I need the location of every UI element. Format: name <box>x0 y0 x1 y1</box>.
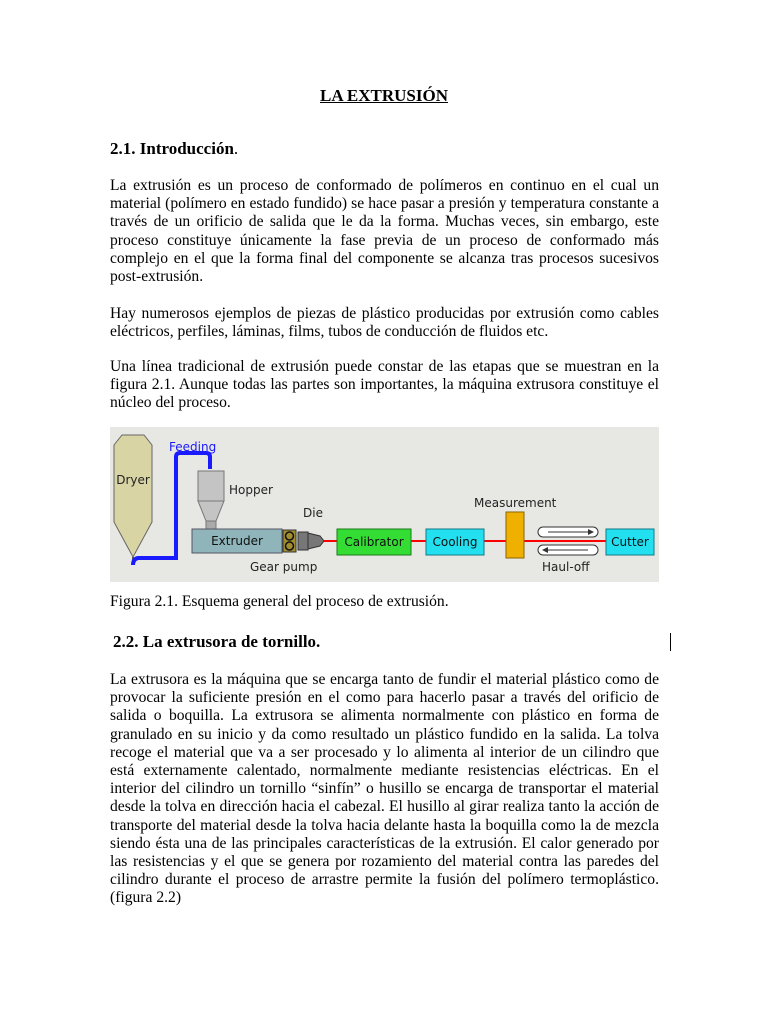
paragraph-intro-1: La extrusión es un proceso de conformado de polímeros en continuo en el cual un material (polímero en estado fundido) se hace pasar a presión y temperatura constante a través de un orificio de salida que le da la forma. Muchas veces, sin embargo, este proceso constituye únicamente la fase previa de un proceso de conformado más complejo en el que la forma final del componente se alcanza tras procesos sucesivos post-extrusión. <box>110 177 659 286</box>
paragraph-extrusora: La extrusora es la máquina que se encarga tanto de fundir el material plástico como de provocar la suficiente presión en el como para hacerlo pasar a través del orificio de salida o boquilla. La extrusora se alimenta normalmente con plástico en forma de granulado en su inicio y da como resultado un plástico fundido en la salida. La tolva recoge el material que va a ser procesado y lo alimenta al interior de un cilindro que está externamente calentado, normalmente mediante resistencias eléctricas. En el interior del cilindro un tornillo “sinfín” o husillo se encarga de transportar el material desde la tolva en dirección hacia el cabezal. El husillo al girar realiza tanto la acción de transporte del material desde la tolva hacia delante hasta la boquilla como la de mezcla siendo ésta una de las principales características de la extrusión. El calor generado por las resistencias y el que se genera por rozamiento del material contra las paredes del cilindro durante el proceso de arrastre permite la fusión del polímero termoplástico. (figura 2.2) <box>110 671 659 907</box>
label-die: Die <box>303 506 323 520</box>
text-cursor <box>670 633 671 651</box>
extruder <box>192 529 282 553</box>
calibrator <box>337 529 411 555</box>
label-gear-pump: Gear pump <box>250 560 318 574</box>
label-calibrator: Calibrator <box>344 535 404 549</box>
label-cooling: Cooling <box>432 535 478 549</box>
cooling <box>426 529 484 555</box>
document-title: LA EXTRUSIÓN <box>319 86 448 105</box>
section-heading-extrusora: 2.2. La extrusora de tornillo. <box>113 632 321 651</box>
cutter <box>606 529 654 555</box>
gear-pump <box>283 530 296 552</box>
section-heading-trail: . <box>233 139 239 158</box>
label-hopper: Hopper <box>229 483 273 497</box>
label-dryer: Dryer <box>116 473 150 487</box>
figure-extrusion-line <box>110 427 659 582</box>
haul-off <box>538 527 598 574</box>
label-extruder: Extruder <box>211 534 263 548</box>
figure-caption: Figura 2.1. Esquema general del proceso de extrusión. <box>110 593 449 610</box>
section-heading-introduccion <box>110 139 238 159</box>
label-cutter: Cutter <box>611 535 649 549</box>
label-measurement: Measurement <box>474 496 557 510</box>
paragraph-intro-2: Hay numerosos ejemplos de piezas de plástico producidas por extrusión como cables eléctricos, perfiles, láminas, films, tubos de conducción de fluidos etc. <box>110 305 659 341</box>
section-heading-text: 2.1. Introducción <box>110 139 234 158</box>
label-feeding: Feeding <box>169 440 217 454</box>
label-haul-off: Haul-off <box>542 560 590 574</box>
paragraph-intro-3: Una línea tradicional de extrusión puede constar de las etapas que se muestran en la figura 2.1. Aunque todas las partes son importantes, la máquina extrusora constituye el núcleo del proceso. <box>110 358 659 412</box>
